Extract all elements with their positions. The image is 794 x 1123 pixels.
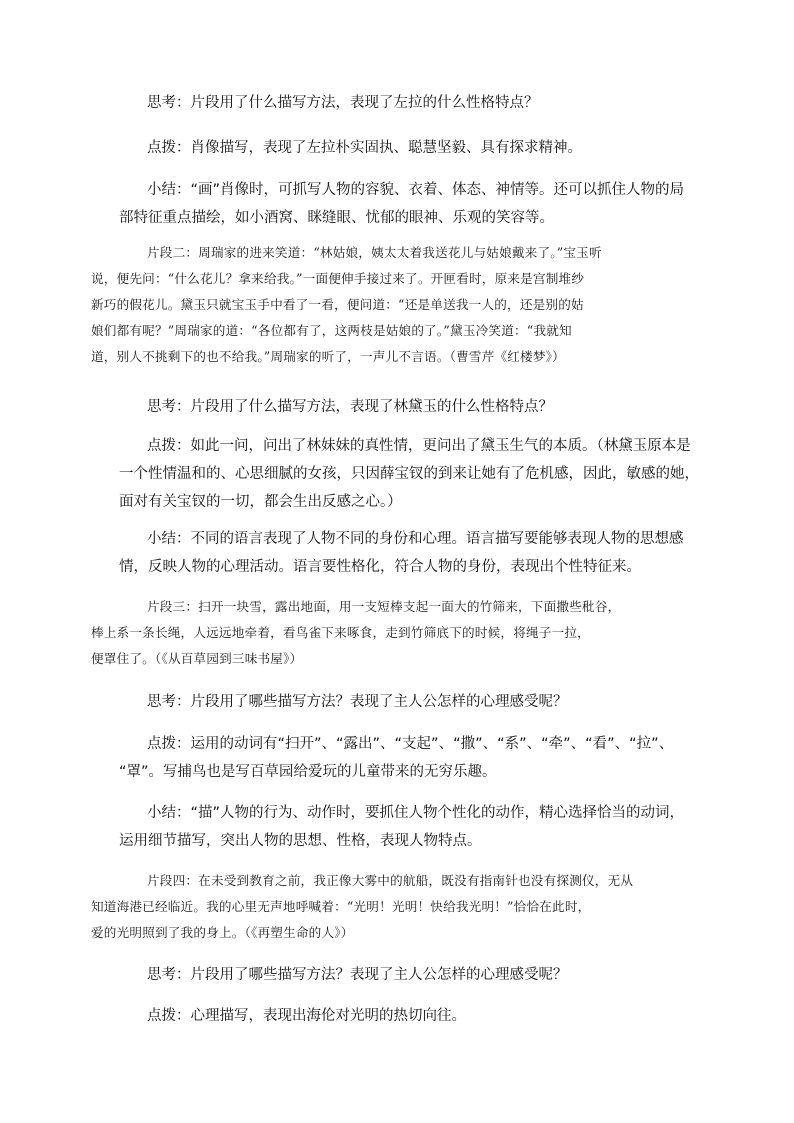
text-line: 面对有关宝钗的一切，都会生出反感之心。） [119,494,402,510]
text-line: 小结：“画”肖像时，可抓写人物的容貌、衣着、体态、神情等。还可以抓住人物的局 [147,182,685,198]
text-line: 小结：不同的语言表现了人物不同的身份和心理。语言描写要能够表现人物的思想感 [147,531,684,547]
think-question-3 [147,689,667,716]
text-line: 思考：片段用了什么描写方法，表现了林黛玉的什么性格特点？ [147,399,553,415]
text-line: 爱的光明照到了我的身上。（《再塑生命的人》） [91,925,354,940]
text-line: 点拨：心理描写，表现出海伦对光明的热切向往。 [147,1008,466,1024]
text-line: 情，反映人物的心理活动。语言要性格化，符合人物的身份，表现出个性特征来。 [119,559,641,575]
text-line: “罩”。写捕鸟也是写百草园给爱玩的儿童带来的无穷乐趣。 [119,764,497,780]
hint-answer-1 [147,135,667,162]
excerpt-3 [91,594,671,672]
text-line: 思考：片段用了哪些描写方法？表现了主人公怎样的心理感受呢？ [147,694,568,710]
text-line: 新巧的假花儿。黛玉只就宝玉手中看了一看，便问道：“还是单送我一人的，还是别的姑 [91,297,584,312]
hint-answer-4 [147,1003,667,1030]
text-line: 知道海港已经临近。我的心里无声地呼喊着：“光明！光明！快给我光明！”恰恰在此时， [91,899,591,914]
text-line: 便罩住了。（《从百草园到三味书屋》） [91,651,303,666]
think-question-1 [147,90,667,117]
text-line: 点拨：运用的动词有“扫开”、“露出”、“支起”、“撒”、“系”、“牵”、“看”、“拉”、 [147,736,674,752]
summary-1 [119,176,685,232]
think-question-4 [147,962,667,989]
text-line: 一个性情温和的、心思细腻的女孩，只因薛宝钗的到来让她有了危机感，因此，敏感的她， [119,466,699,482]
text-line: 娘们都有呢？”周瑞家的道：“各位都有了，这两枝是姑娘的了。”黛玉冷笑道：“我就知 [91,323,572,338]
text-line: 小结：“描”人物的行为、动作时，要抓住人物个性化的动作，精心选择恰当的动词， [147,805,685,821]
excerpt-2 [91,240,671,370]
text-line: 思考：片段用了哪些描写方法？表现了主人公怎样的心理感受呢？ [147,967,568,983]
text-line: 片段四：在未受到教育之前，我正像大雾中的航船，既没有指南针也没有探测仪，无从 [147,873,634,888]
text-line: 片段三：扫开一块雪，露出地面，用一支短棒支起一面大的竹筛来，下面撒些秕谷， [147,599,621,614]
hint-answer-2 [119,432,699,516]
text-line: 道，别人不挑剩下的也不给我。”周瑞家的听了，一声儿不言语。（曹雪芹《红楼梦》） [91,349,565,364]
text-line: 点拨：如此一问，问出了林妹妹的真性情，更问出了黛玉生气的本质。（林黛玉原本是 [147,438,691,454]
text-line: 运用细节描写，突出人物的思想、性格，表现人物特点。 [119,833,482,849]
summary-3 [119,799,685,855]
text-line: 点拨：肖像描写，表现了左拉朴实固执、聪慧坚毅、具有探求精神。 [147,140,582,156]
text-line: 棒上系一条长绳，人远远地牵着，看鸟雀下来啄食，走到竹筛底下的时候，将绳子一拉， [91,625,590,640]
think-question-2 [147,394,667,421]
text-line: 说，便先问：“什么花儿？拿来给我。”一面便伸手接过来了。开匣看时，原来是宫制堆纱 [91,271,585,286]
excerpt-4 [91,868,671,946]
hint-answer-3 [119,730,674,786]
text-line: 思考：片段用了什么描写方法，表现了左拉的什么性格特点？ [147,95,539,111]
text-line: 片段二：周瑞家的进来笑道：“林姑娘，姨太太着我送花儿与姑娘戴来了。”宝玉听 [147,245,602,260]
summary-2 [119,525,684,581]
text-line: 部特征重点描绘，如小酒窝、眯缝眼、忧郁的眼神、乐观的笑容等。 [119,210,554,226]
